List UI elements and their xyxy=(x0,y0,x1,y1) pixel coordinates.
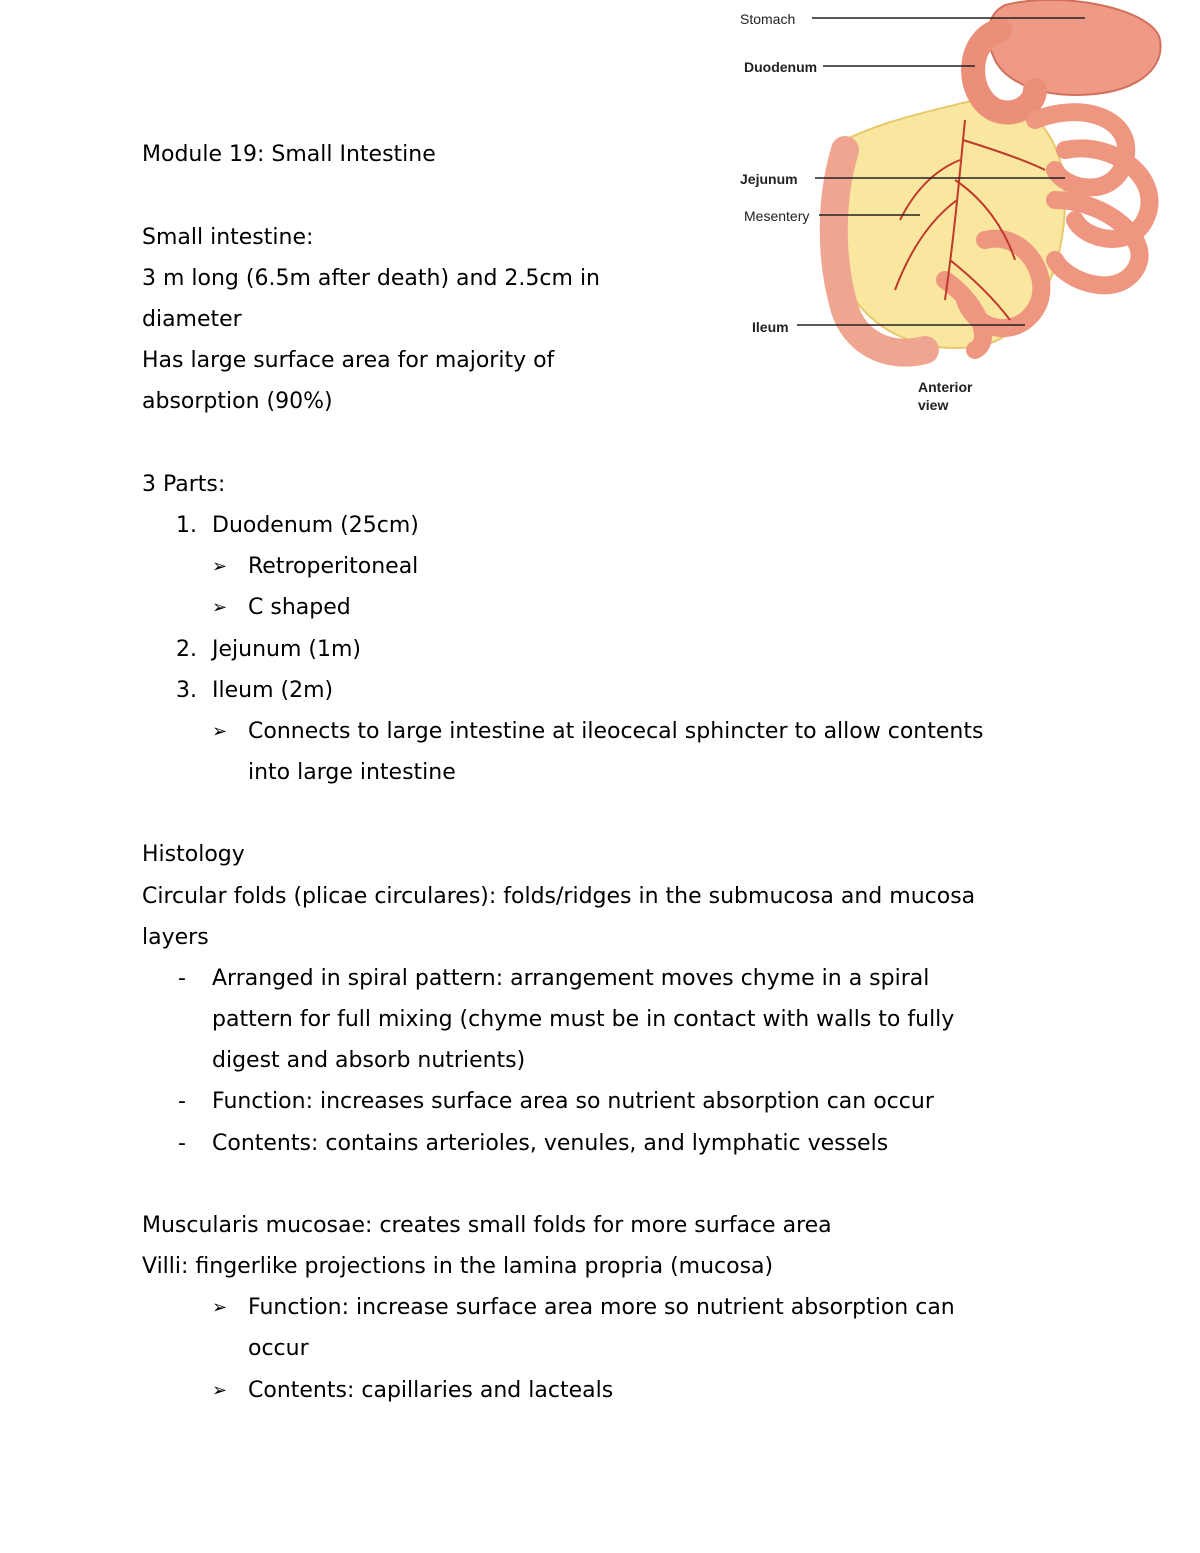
intro-line: 3 m long (6.5m after death) and 2.5cm in xyxy=(142,266,600,291)
label-view-2: view xyxy=(918,397,949,413)
small-intestine-diagram xyxy=(735,0,1175,420)
villi-line: Villi: fingerlike projections in the lamina propria (mucosa) xyxy=(142,1254,774,1279)
label-mesentery: Mesentery xyxy=(744,208,810,224)
folds-bullet: pattern for full mixing (chyme must be in contact with walls to fully xyxy=(212,1007,955,1032)
label-duodenum: Duodenum xyxy=(744,59,818,75)
stomach-shape xyxy=(988,0,1160,95)
sub-item: Retroperitoneal xyxy=(248,554,419,579)
sub-item: Connects to large intestine at ileocecal sphincter to allow contents xyxy=(248,719,984,744)
list-number: 1. xyxy=(176,513,197,538)
muscularis-line: Muscularis mucosae: creates small folds for more surface area xyxy=(142,1213,832,1238)
folds-bullet: Contents: contains arterioles, venules, and lymphatic vessels xyxy=(212,1131,889,1156)
folds-bullet: Arranged in spiral pattern: arrangement moves chyme in a spiral xyxy=(212,966,930,991)
arrow-bullet-icon: ➢ xyxy=(212,597,228,618)
parts-heading: 3 Parts: xyxy=(142,472,226,497)
arrow-bullet-icon: ➢ xyxy=(212,1297,228,1318)
part-item: Duodenum (25cm) xyxy=(212,513,419,538)
intro-line: diameter xyxy=(142,307,242,332)
list-number: 2. xyxy=(176,637,197,662)
villi-bullet: occur xyxy=(248,1336,309,1361)
dash-bullet: - xyxy=(178,1089,186,1114)
dash-bullet: - xyxy=(178,966,186,991)
folds-line: layers xyxy=(142,925,209,950)
folds-bullet: digest and absorb nutrients) xyxy=(212,1048,526,1073)
intro-line: Has large surface area for majority of xyxy=(142,348,555,373)
arrow-bullet-icon: ➢ xyxy=(212,1380,228,1401)
label-ileum: Ileum xyxy=(752,319,789,335)
arrow-bullet-icon: ➢ xyxy=(212,556,228,577)
part-item: Jejunum (1m) xyxy=(212,637,361,662)
label-stomach: Stomach xyxy=(740,11,796,27)
intro-heading: Small intestine: xyxy=(142,225,314,250)
villi-bullet: Contents: capillaries and lacteals xyxy=(248,1378,614,1403)
folds-bullet: Function: increases surface area so nutrient absorption can occur xyxy=(212,1089,934,1114)
histology-heading: Histology xyxy=(142,842,245,867)
arrow-bullet-icon: ➢ xyxy=(212,721,228,742)
villi-bullet: Function: increase surface area more so nutrient absorption can xyxy=(248,1295,955,1320)
label-view-1: Anterior xyxy=(918,379,973,395)
list-number: 3. xyxy=(176,678,197,703)
intro-line: absorption (90%) xyxy=(142,389,333,414)
page-title: Module 19: Small Intestine xyxy=(142,142,436,167)
folds-line: Circular folds (plicae circulares): folds/ridges in the submucosa and mucosa xyxy=(142,884,976,909)
dash-bullet: - xyxy=(178,1131,186,1156)
sub-item: C shaped xyxy=(248,595,351,620)
sub-item: into large intestine xyxy=(248,760,456,785)
label-jejunum: Jejunum xyxy=(740,171,798,187)
part-item: Ileum (2m) xyxy=(212,678,334,703)
